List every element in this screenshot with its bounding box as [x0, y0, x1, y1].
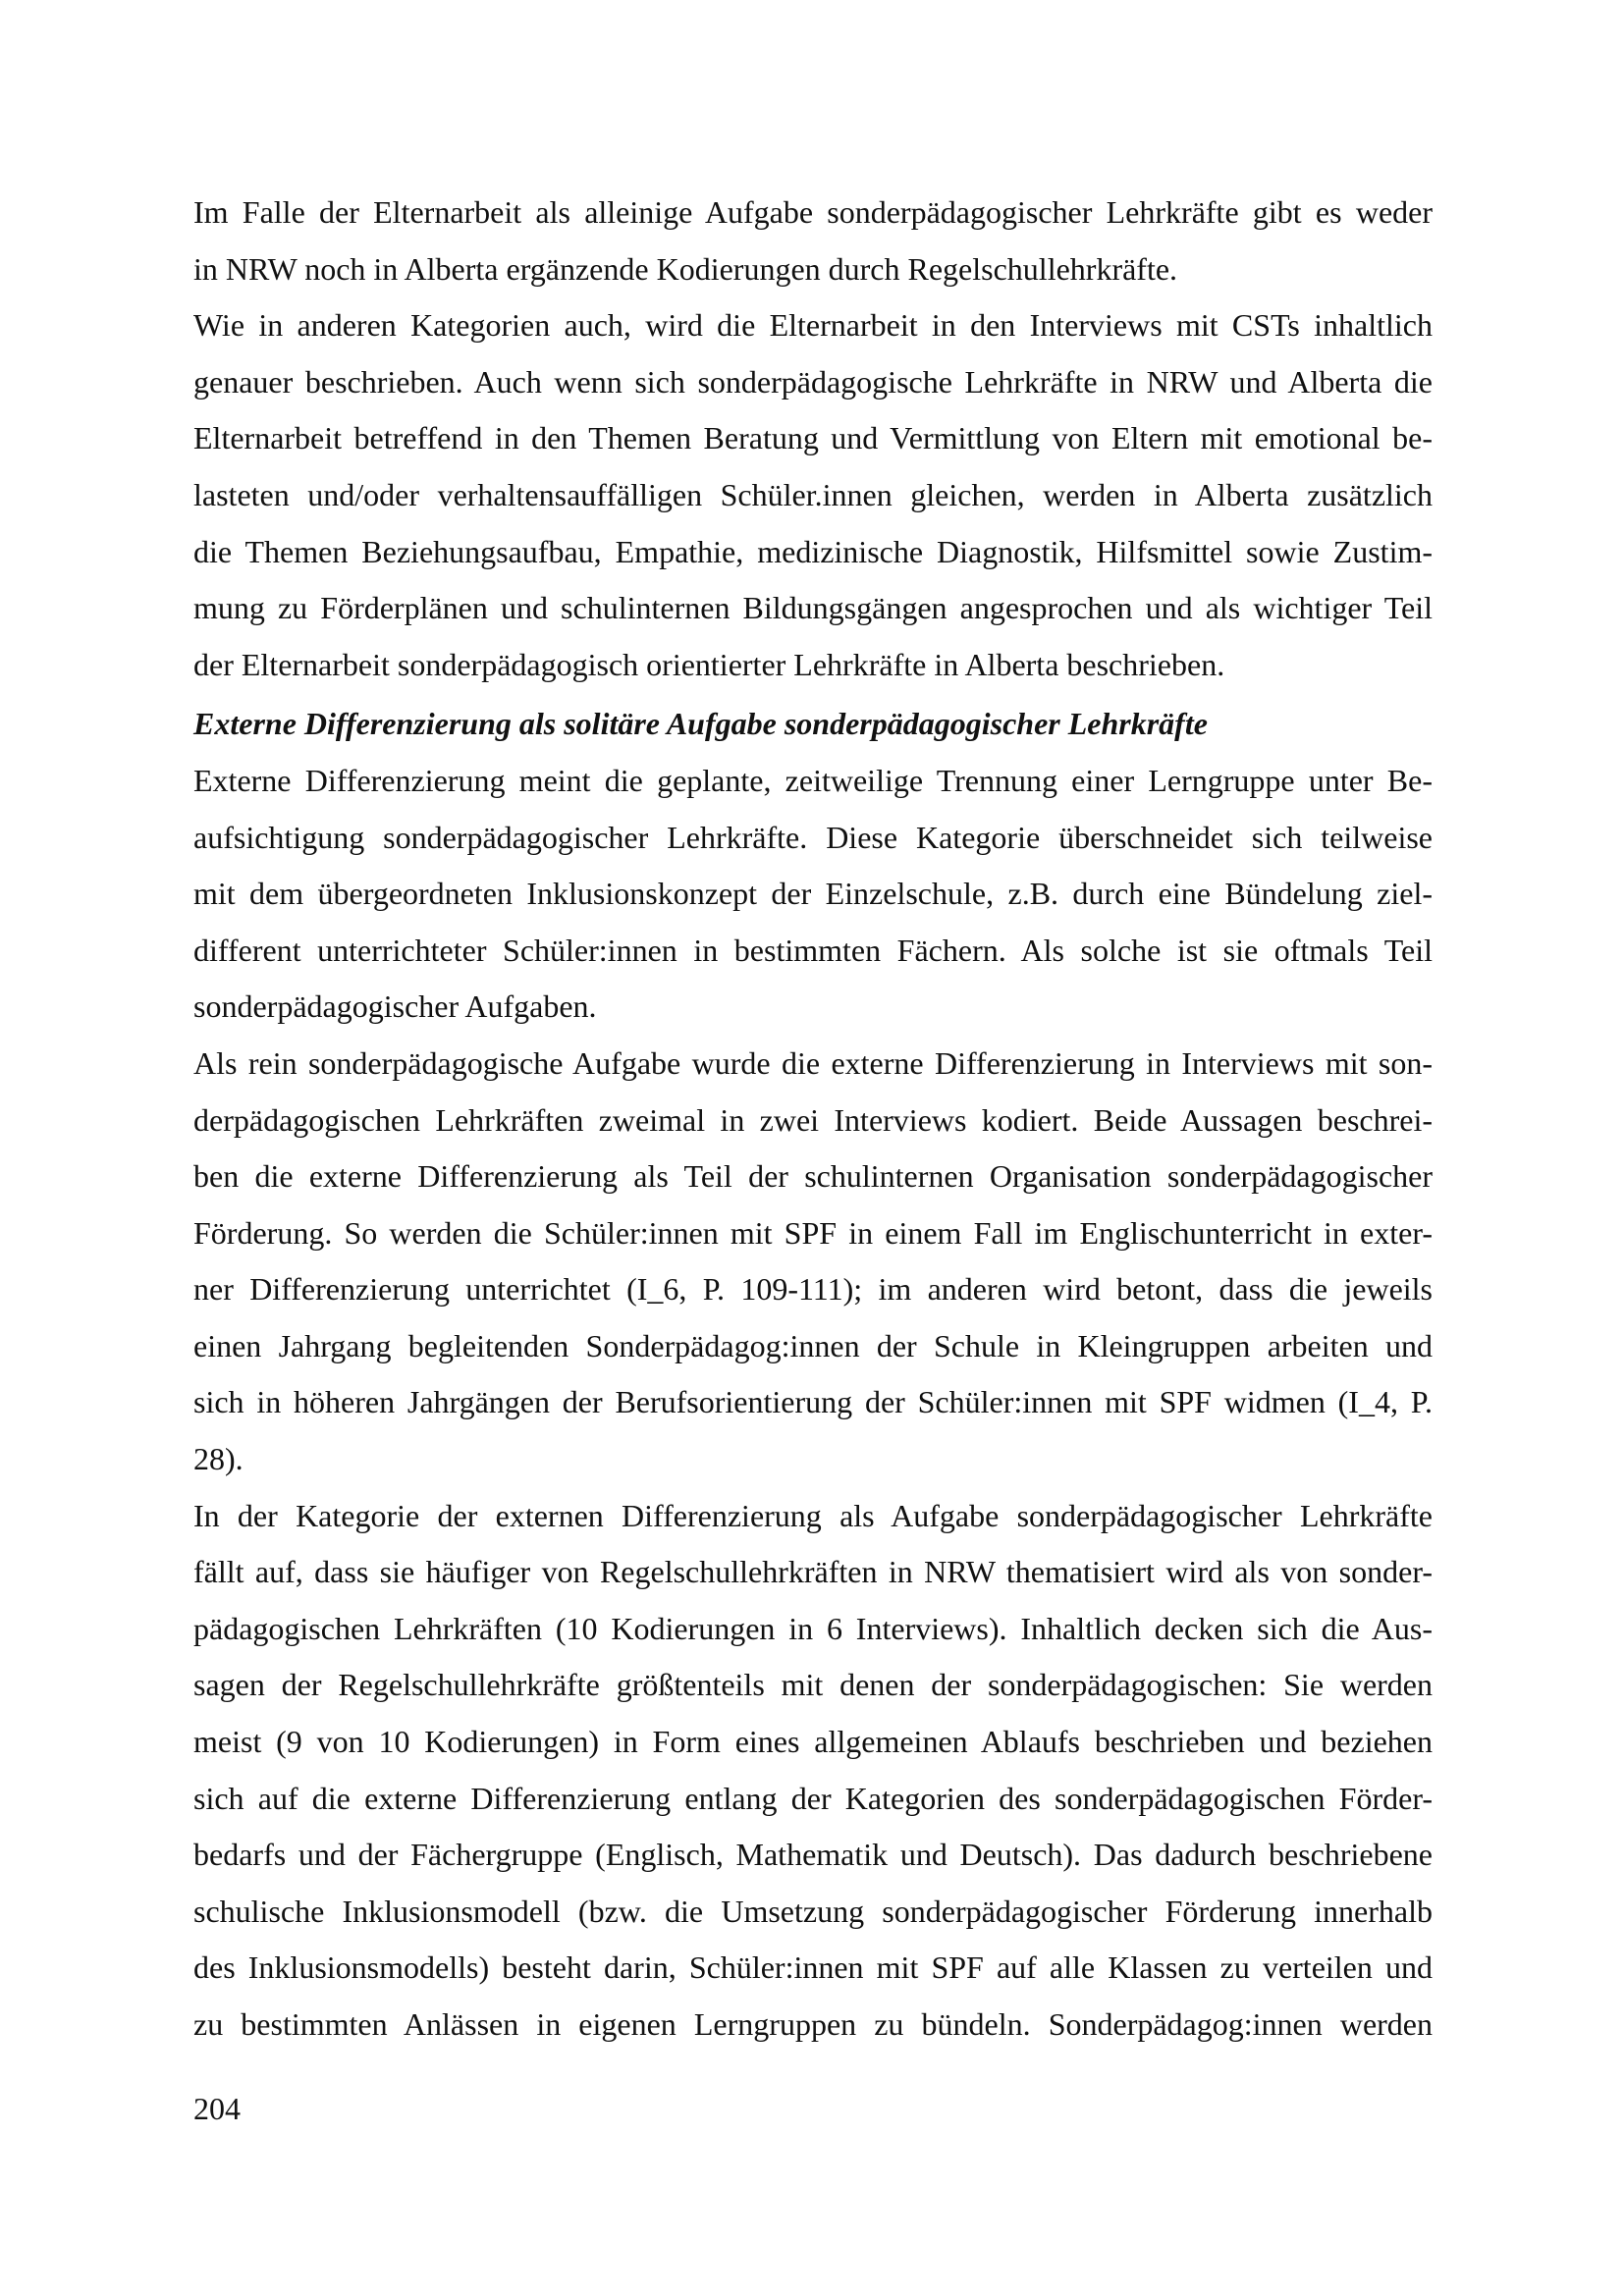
text-line: die Themen Beziehungsaufbau, Empathie, medizinische Diagnostik, Hilfsmittel sowie Zustim- — [193, 533, 1433, 569]
text-line: schulische Inklusionsmodell (bzw. die Umsetzung sonderpädagogischer Förderung innerhalb — [193, 1893, 1433, 1929]
body-text — [193, 185, 1433, 2054]
text-line: des Inklusionsmodells) besteht darin, Schüler:innen mit SPF auf alle Klassen zu verteilen und — [193, 1949, 1433, 1986]
text-line: sagen der Regelschullehrkräfte größtenteils mit denen der sonderpädagogischen: Sie werden — [193, 1667, 1433, 1703]
text-line: ner Differenzierung unterrichtet (I_6, P. 109-111); im anderen wird betont, dass die jeweils — [193, 1271, 1433, 1308]
text-line: einen Jahrgang begleitenden Sonderpädagog:innen der Schule in Kleingruppen arbeiten und — [193, 1327, 1433, 1363]
text-line: ben die externe Differenzierung als Teil der schulinternen Organisation sonderpädagogischer — [193, 1158, 1433, 1195]
text-line: der Elternarbeit sonderpädagogisch orientierter Lehrkräfte in Alberta beschrieben. — [193, 646, 1225, 682]
text-line: zu bestimmten Anlässen in eigenen Lerngruppen zu bündeln. Sonderpädagog:innen werden — [193, 2006, 1433, 2042]
text-line: Förderung. So werden die Schüler:innen mit SPF in einem Fall im Englischunterricht in exter- — [193, 1214, 1433, 1251]
text-line: sich auf die externe Differenzierung entlang der Kategorien des sonderpädagogischen Förder- — [193, 1780, 1433, 1816]
text-line: mung zu Förderplänen und schulinternen Bildungsgängen angesprochen und als wichtiger Teil — [193, 590, 1433, 626]
text-line: Wie in anderen Kategorien auch, wird die Elternarbeit in den Interviews mit CSTs inhaltlich — [193, 307, 1433, 344]
text-line: Als rein sonderpädagogische Aufgabe wurde die externe Differenzierung in Interviews mit son- — [193, 1044, 1433, 1081]
text-line: lasteten und/oder verhaltensauffälligen Schüler.innen gleichen, werden in Alberta zusätzlich — [193, 476, 1433, 512]
page-number: 204 — [193, 2091, 241, 2126]
text-line: derpädagogischen Lehrkräften zweimal in zwei Interviews kodiert. Beide Aussagen beschrei- — [193, 1101, 1433, 1138]
text-line: Elternarbeit betreffend in den Themen Beratung und Vermittlung von Eltern mit emotional be- — [193, 420, 1433, 456]
text-line: bedarfs und der Fächergruppe (Englisch, Mathematik und Deutsch). Das dadurch beschriebene — [193, 1837, 1433, 1873]
text-line: In der Kategorie der externen Differenzierung als Aufgabe sonderpädagogischer Lehrkräfte — [193, 1497, 1433, 1533]
text-line: meist (9 von 10 Kodierungen) in Form eines allgemeinen Ablaufs beschrieben und beziehen — [193, 1724, 1433, 1760]
text-line: in NRW noch in Alberta ergänzende Kodierungen durch Regelschullehrkräfte. — [193, 250, 1178, 287]
text-line: genauer beschrieben. Auch wenn sich sonderpädagogische Lehrkräfte in NRW und Alberta die — [193, 363, 1433, 400]
text-line: sich in höheren Jahrgängen der Berufsorientierung der Schüler:innen mit SPF widmen (I_4, P. — [193, 1384, 1433, 1420]
text-line: pädagogischen Lehrkräften (10 Kodierungen in 6 Interviews). Inhaltlich decken sich die Aus- — [193, 1610, 1433, 1646]
text-line: Externe Differenzierung meint die geplante, zeitweilige Trennung einer Lerngruppe unter Be- — [193, 762, 1433, 798]
text-line: 28). — [193, 1441, 244, 1477]
section-heading: Externe Differenzierung als solitäre Aufgabe sonderpädagogischer Lehrkräfte — [193, 706, 1208, 742]
text-line: sonderpädagogischer Aufgaben. — [193, 988, 597, 1025]
text-line: different unterrichteter Schüler:innen in bestimmten Fächern. Als solche ist sie oftmals Teil — [193, 932, 1433, 968]
text-line: fällt auf, dass sie häufiger von Regelschullehrkräften in NRW thematisiert wird als von sonder- — [193, 1554, 1433, 1590]
text-line: aufsichtigung sonderpädagogischer Lehrkräfte. Diese Kategorie überschneidet sich teilweise — [193, 819, 1433, 855]
text-line: mit dem übergeordneten Inklusionskonzept der Einzelschule, z.B. durch eine Bündelung ziel- — [193, 876, 1433, 912]
text-line: Im Falle der Elternarbeit als alleinige Aufgabe sonderpädagogischer Lehrkräfte gibt es weder — [193, 194, 1433, 230]
